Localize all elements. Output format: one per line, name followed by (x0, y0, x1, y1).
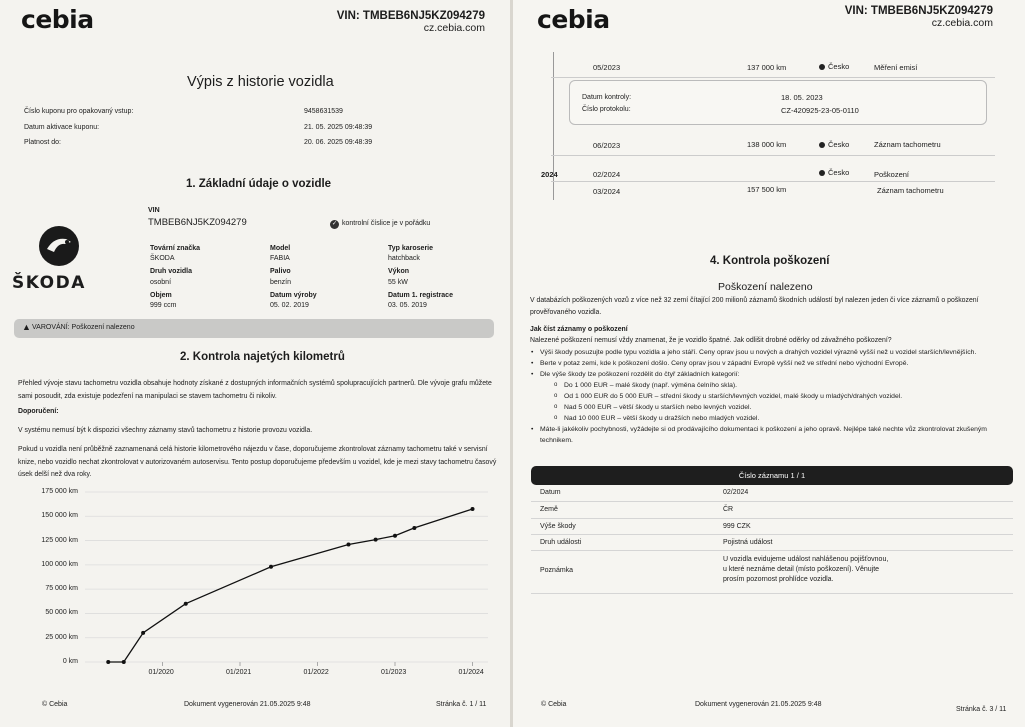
y-tick-label: 100 000 km (41, 560, 78, 568)
row-type: Záznam tachometru (874, 140, 941, 149)
field-label: Objem (150, 292, 172, 299)
section-damage-title: 4. Kontrola poškození (710, 255, 830, 267)
recommendation-label: Doporučení: (18, 408, 59, 415)
field-label: Datum výroby (270, 292, 317, 299)
vin-header (845, 5, 993, 29)
website-url[interactable]: cz.cebia.com (931, 17, 993, 29)
field-value: osobní (150, 279, 172, 286)
card-label: Datum kontroly: (582, 94, 632, 101)
record-row (531, 502, 1013, 519)
damage-intro: V databázích poškozených vozů z více než 32 zemí čítající 200 milionů záznamů škodních událostí byl nalezen jeden či více záznamů o poškození prověřovaného vozidla. (530, 297, 979, 316)
mileage-point (374, 538, 378, 542)
info-label: Datum aktivace kuponu: (24, 124, 100, 131)
cebia-logo: cebia (537, 5, 610, 34)
recommendation-detail: Pokud u vozidla není průběžně zaznamenaná celá historie kilometrového nájezdu v čase, doporučujeme zkontrolovat záznamy tachometru také v servisní knize, nebo vozidlo nechat zkontrolovat v autorizovaném autoservisu. Tento postup doporučujeme především u vozidel, kde je mezi stavy tachometru časový úsek delší než dva roky. (18, 446, 497, 478)
field-value: FABIA (270, 255, 290, 262)
field-value: ŠKODA (150, 255, 175, 262)
guidance-item: o Nad 10 000 EUR – větší škody u dražších nebo mladých vozidel. (530, 413, 1014, 424)
record-row (531, 535, 1013, 551)
mileage-point (412, 526, 416, 530)
record-value: U vozidla evidujeme událost nahlášenou pojišťovnou, u které neznáme detail (místo poškození). Věnujte prosím pozornost prohlídce vozidla. (723, 556, 889, 583)
section-mileage-title: 2. Kontrola najetých kilometrů (180, 351, 345, 363)
y-tick-label: 125 000 km (41, 536, 78, 544)
field-label: Druh vozidla (150, 268, 193, 275)
record-label: Země (540, 506, 558, 513)
section-basic-info-title: 1. Základní údaje o vozidle (186, 178, 332, 190)
damage-guidance-list (530, 347, 1014, 446)
recommendation-text: V systému nemusí být k dispozici všechny záznamy stavů tachometru z historie provozu vozidla. (18, 427, 313, 434)
y-tick-label: 25 000 km (45, 633, 78, 641)
mileage-point (184, 602, 188, 606)
timeline-row (551, 56, 995, 78)
record-label: Druh události (540, 539, 582, 546)
footer-page-number: Stránka č. 3 / 11 (956, 706, 1007, 713)
info-value: 20. 06. 2025 09:48:39 (304, 139, 373, 146)
mileage-point (347, 542, 351, 546)
field-label: Palivo (270, 268, 291, 275)
damage-howto-text: Nalezené poškození nemusí vždy znamenat, že je vozidlo špatné. Jak odlišit drobné oděrky od závažného poškození? (530, 337, 892, 344)
cebia-logo: cebia (21, 5, 94, 34)
record-label: Výše škody (540, 523, 576, 530)
row-mileage: 138 000 km (747, 140, 787, 149)
x-tick-label: 01/2024 (458, 669, 484, 676)
mileage-point (122, 660, 126, 664)
field-value: 55 kW (388, 279, 408, 286)
row-type: Záznam tachometru (877, 186, 944, 195)
mileage-line (108, 509, 472, 662)
row-country: Česko (819, 140, 849, 149)
damage-howto-title: Jak číst záznamy o poškození (530, 326, 628, 333)
card-value: 18. 05. 2023 (781, 93, 823, 102)
vin-label: VIN (148, 207, 160, 214)
row-date: 05/2023 (593, 63, 621, 72)
guidance-item: o Do 1 000 EUR – malé škody (např. výměna čelního skla). (530, 380, 1014, 391)
emission-detail-card (569, 80, 987, 125)
guidance-item: • Máte-li jakékoliv pochybnosti, vyžádejte si od prodávajícího dokumentaci k poškození a jeho opravě. Nejlépe také nechte vůz zkontrolovat zkušeným technikem. (530, 424, 1014, 446)
record-row (531, 519, 1013, 535)
row-type: Poškození (874, 170, 910, 179)
guidance-item: • Dle výše škody lze poškození rozdělit do čtyř základních kategorií: (530, 369, 1014, 380)
mileage-point (393, 534, 397, 538)
page-title: Výpis z historie vozidla (187, 74, 334, 90)
row-mileage: 137 000 km (747, 63, 787, 72)
field-label: Tovární značka (150, 245, 201, 252)
vin-header-text: VIN: TMBEB6NJ5KZ094279 (336, 10, 485, 22)
guidance-item: o Nad 5 000 EUR – větší škody u starších nebo levných vozidel. (530, 402, 1014, 413)
record-value: Pojistná událost (723, 539, 773, 546)
y-tick-label: 75 000 km (45, 585, 78, 593)
mileage-point (141, 631, 145, 635)
y-tick-label: 150 000 km (41, 512, 78, 520)
timeline-row (551, 182, 995, 200)
mileage-point (471, 507, 475, 511)
field-label: Datum 1. registrace (388, 292, 453, 299)
card-label: Číslo protokolu: (582, 106, 631, 113)
field-value: hatchback (388, 255, 420, 262)
report-page-1 (0, 0, 510, 727)
check-icon: ✓ (331, 221, 338, 227)
info-label: Číslo kuponu pro opakovaný vstup: (24, 108, 134, 115)
skoda-wordmark: ŠKODA (12, 273, 86, 293)
row-mileage: 157 500 km (747, 185, 787, 194)
website-url[interactable]: cz.cebia.com (423, 22, 485, 34)
footer-generated: Dokument vygenerován 21.05.2025 9:48 (184, 701, 311, 708)
vin-header-text: VIN: TMBEB6NJ5KZ094279 (844, 5, 993, 17)
record-row (531, 551, 1013, 594)
footer-page-number: Stránka č. 1 / 11 (436, 701, 487, 708)
record-value: 02/2024 (723, 489, 749, 496)
record-value: 999 CZK (723, 523, 751, 530)
warning-icon: ▲ (22, 322, 31, 332)
field-value: 05. 02. 2019 (270, 302, 309, 309)
record-label: Poznámka (540, 567, 574, 574)
y-tick-label: 175 000 km (41, 488, 78, 495)
record-label: Datum (540, 489, 561, 496)
x-tick-label: 01/2021 (226, 669, 252, 676)
info-value: 9458631539 (304, 108, 343, 115)
guidance-item: • Výši škody posuzujte podle typu vozidla a jeho stáří. Ceny oprav jsou u nových a drahých vozidel výrazně vyšší než u vozidel starších/levnějších. (530, 347, 1014, 358)
field-value: benzín (270, 279, 292, 286)
info-value: 21. 05. 2025 09:48:39 (304, 124, 373, 131)
footer-copyright: © Cebia (42, 701, 68, 708)
record-row (531, 485, 1013, 502)
guidance-item: • Berte v potaz zemi, kde k poškození došlo. Ceny oprav jsou v západní Evropě vyšší než ve střední nebo východní Evropě. (530, 358, 1014, 369)
footer-generated: Dokument vygenerován 21.05.2025 9:48 (695, 701, 822, 708)
field-label: Výkon (388, 268, 410, 275)
mileage-point (269, 565, 273, 569)
damage-status: Poškození nalezeno (718, 281, 813, 293)
field-value: 03. 05. 2019 (388, 302, 427, 309)
info-label: Platnost do: (24, 139, 61, 146)
x-tick-label: 01/2023 (381, 669, 407, 676)
vin-value: TMBEB6NJ5KZ094279 (148, 217, 247, 228)
mileage-intro: Přehled vývoje stavu tachometru vozidla obsahuje hodnoty získané z dostupných informačních systémů spolupracujících partnerů. Dle vývoje grafu můžete sami posoudit, zda existuje podezření na manipulaci se stavem tachometru či nikoliv. (18, 380, 492, 400)
vin-check-text: kontrolní číslice je v pořádku (342, 220, 431, 227)
row-type: Měření emisí (874, 63, 918, 72)
footer-copyright: © Cebia (541, 701, 567, 708)
timeline-row (551, 164, 995, 182)
field-label: Typ karoserie (388, 245, 434, 252)
country-flag-icon (819, 142, 825, 148)
x-tick-label: 01/2022 (303, 669, 329, 676)
x-tick-label: 01/2020 (148, 669, 174, 676)
row-date: 06/2023 (593, 141, 621, 150)
country-flag-icon (819, 170, 825, 176)
y-tick-label: 0 km (62, 658, 78, 665)
warning-text: VAROVÁNÍ: Poškození nalezeno (32, 324, 135, 331)
field-label: Model (270, 245, 291, 252)
row-date: 03/2024 (593, 187, 621, 196)
row-country: Česko (819, 62, 849, 71)
card-value: CZ-420925-23-05-0110 (781, 106, 859, 115)
row-country: Česko (819, 168, 849, 177)
timeline-year: 2024 (541, 170, 558, 179)
field-value: 999 ccm (150, 302, 177, 309)
mileage-point (106, 660, 110, 664)
timeline-row (551, 134, 995, 156)
record-value: ČR (723, 506, 734, 513)
record-header-bar: Číslo záznamu 1 / 1 (531, 466, 1013, 485)
country-flag-icon (819, 64, 825, 70)
y-tick-label: 50 000 km (45, 609, 78, 617)
guidance-item: o Od 1 000 EUR do 5 000 EUR – střední škody u starších/levných vozidel, malé škody u mladých/drahých vozidel. (530, 391, 1014, 402)
row-date: 02/2024 (593, 170, 621, 179)
